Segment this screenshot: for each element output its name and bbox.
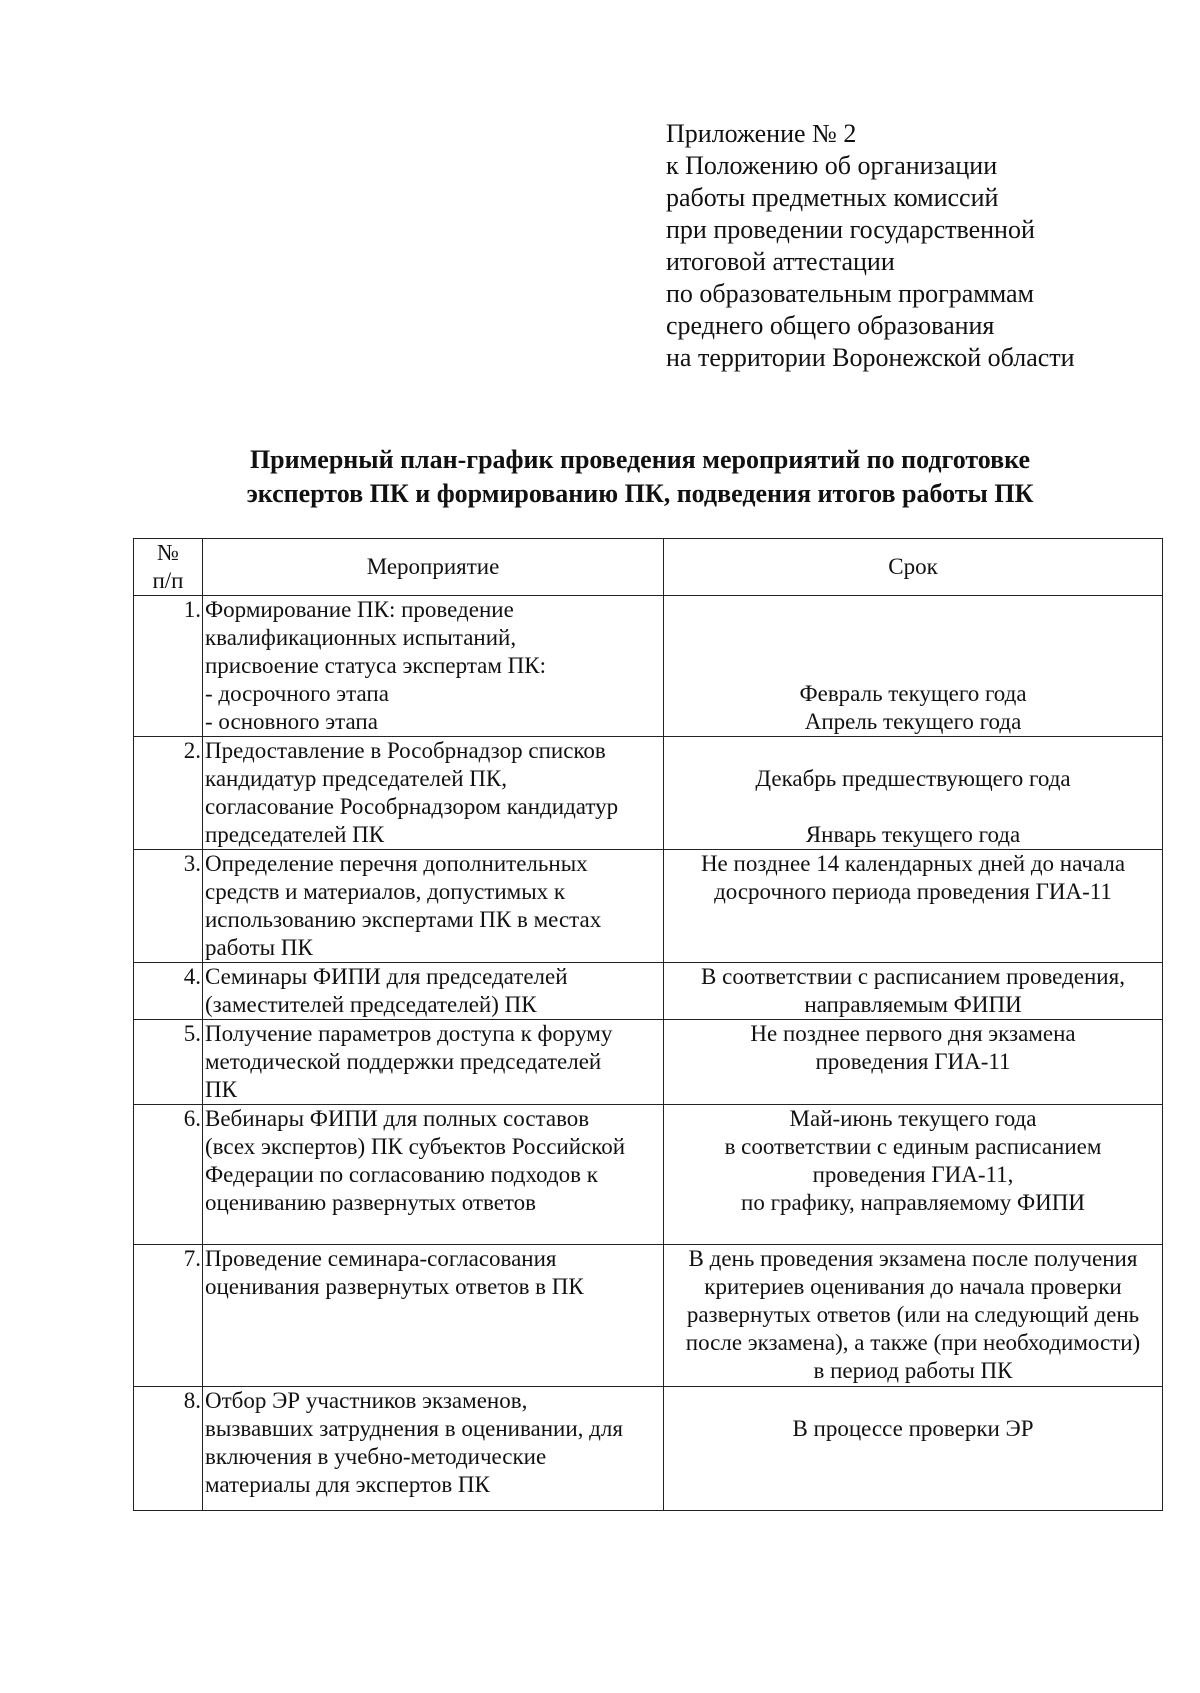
- row-event: Определение перечня дополнительных средств и материалов, допустимых к использованию экспертами ПК в местах работы ПК: [203, 850, 664, 963]
- row-number: 3.: [134, 850, 203, 963]
- appendix-line: при проведении государственной: [666, 215, 1035, 244]
- header-num: № п/п: [134, 539, 203, 596]
- row-event: Предоставление в Рособрнадзор списков кандидатур председателей ПК, согласование Рособрнадзором кандидатур председателей ПК: [203, 737, 664, 850]
- table-row: [134, 850, 1163, 963]
- row-event: Отбор ЭР участников экзаменов, вызвавших затруднения в оценивании, для включения в учебно-методические материалы для экспертов ПК: [203, 1387, 664, 1511]
- row-event: Семинары ФИПИ для председателей (заместителей председателей) ПК: [203, 963, 664, 1020]
- table-row: [134, 737, 1163, 850]
- row-term: Февраль текущего года Апрель текущего года: [664, 596, 1163, 737]
- row-number: 1.: [134, 596, 203, 737]
- row-event: Вебинары ФИПИ для полных составов (всех экспертов) ПК субъектов Российской Федерации по согласованию подходов к оцениванию развернутых ответов: [203, 1105, 664, 1245]
- appendix-line: по образовательным программам: [666, 279, 1035, 308]
- appendix-line: работы предметных комиссий: [666, 183, 999, 212]
- row-term: Не позднее первого дня экзамена проведения ГИА-11: [664, 1020, 1163, 1105]
- appendix-block: [666, 118, 1075, 374]
- row-event: Проведение семинара-согласования оценивания развернутых ответов в ПК: [203, 1245, 664, 1387]
- table-row: [134, 1105, 1163, 1245]
- row-number: 2.: [134, 737, 203, 850]
- header-term: Срок: [664, 539, 1163, 596]
- title-line-2: экспертов ПК и формированию ПК, подведения итогов работы ПК: [246, 479, 1034, 508]
- row-number: 4.: [134, 963, 203, 1020]
- row-number: 5.: [134, 1020, 203, 1105]
- table-row: [134, 1020, 1163, 1105]
- row-event: Получение параметров доступа к форуму методической поддержки председателей ПК: [203, 1020, 664, 1105]
- table-header-row: [134, 539, 1163, 596]
- title-line-1: Примерный план-график проведения мероприятий по подготовке: [249, 445, 1031, 474]
- row-term: Не позднее 14 календарных дней до начала досрочного периода проведения ГИА-11: [664, 850, 1163, 963]
- header-event: Мероприятие: [203, 539, 664, 596]
- row-term: В процессе проверки ЭР: [664, 1387, 1163, 1511]
- row-event: Формирование ПК: проведение квалификационных испытаний, присвоение статуса экспертам ПК: - досрочного этапа - основного этапа: [203, 596, 664, 737]
- row-number: 7.: [134, 1245, 203, 1387]
- row-term: В соответствии с расписанием проведения, направляемым ФИПИ: [664, 963, 1163, 1020]
- document-title: [120, 443, 1160, 511]
- appendix-line: итоговой аттестации: [666, 247, 895, 276]
- row-number: 6.: [134, 1105, 203, 1245]
- appendix-line: Приложение № 2: [666, 119, 857, 148]
- row-term: В день проведения экзамена после получения критериев оценивания до начала проверки развернутых ответов (или на следующий день после экзамена), а также (при необходимости) в период работы ПК: [664, 1245, 1163, 1387]
- row-term: Май-июнь текущего года в соответствии с единым расписанием проведения ГИА-11, по графику, направляемому ФИПИ: [664, 1105, 1163, 1245]
- plan-table: [133, 538, 1163, 1511]
- table-row: [134, 963, 1163, 1020]
- appendix-line: на территории Воронежской области: [666, 343, 1075, 372]
- appendix-line: к Положению об организации: [666, 151, 998, 180]
- appendix-line: среднего общего образования: [666, 311, 995, 340]
- table-row: [134, 1245, 1163, 1387]
- row-term: Декабрь предшествующего года Январь текущего года: [664, 737, 1163, 850]
- table-row: [134, 1387, 1163, 1511]
- row-number: 8.: [134, 1387, 203, 1511]
- table-row: [134, 596, 1163, 737]
